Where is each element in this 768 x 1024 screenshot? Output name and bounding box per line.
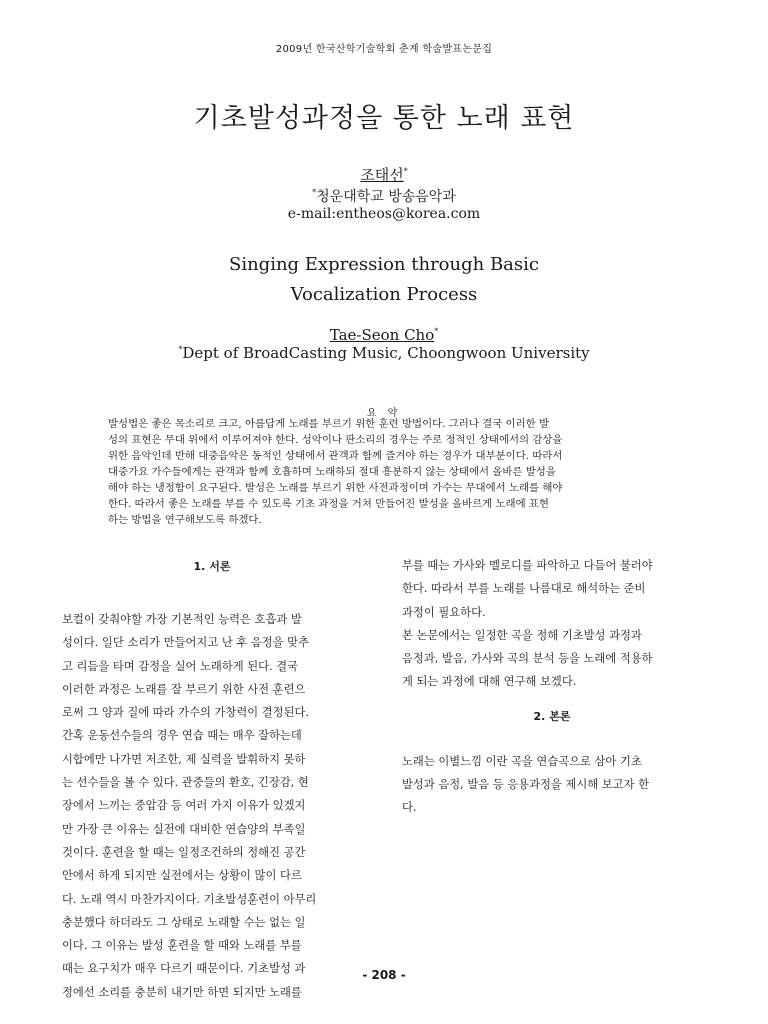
affiliation-text-korean: 청운대학교 방송음악과 <box>316 189 456 205</box>
body-line: 보컬이 갖춰야할 가장 기본적인 능력은 호흡과 발 <box>62 613 302 626</box>
abstract-line: 하는 방법을 연구해보도록 하겠다. <box>108 514 262 526</box>
section-heading-main: 2. 본론 <box>533 709 571 723</box>
body-line: 노래는 이별느낌 이란 곡을 연습곡으로 삼아 기초 <box>402 754 642 768</box>
affiliation-text-english: Dept of BroadCasting Music, Choongwoon University <box>182 344 590 362</box>
body-line: 정에선 소리를 충분히 내기만 하면 되지만 노래를 <box>62 985 302 999</box>
section-heading-introduction: 1. 서론 <box>193 560 231 573</box>
paper-title-english <box>0 250 768 310</box>
affiliation-english <box>0 344 768 362</box>
abstract-heading: 요 약 <box>366 408 402 419</box>
abstract-line: 대중가요 가수들에게는 관객과 함께 호흡하며 노래하되 절대 흥분하지 않는 상태에서 올바른 발성을 <box>108 466 556 478</box>
abstract-line: 위한 음악인데 반해 대중음악은 동적인 상태에서 관객과 함께 즐겨야 하는 경우가 대부분이다. 따라서 <box>108 450 563 462</box>
body-line: 다. <box>402 801 417 815</box>
author-korean <box>0 164 768 185</box>
affiliation-mark-english: * <box>178 345 183 354</box>
left-column <box>62 560 362 1004</box>
author-english <box>0 326 768 344</box>
author-email: e-mail:entheos@korea.com <box>287 206 481 222</box>
body-line: 성이다. 일단 소리가 만들어지고 난 후 음정을 맞추 <box>62 636 309 650</box>
body-line: 충분했다 하더라도 그 상태로 노래할 수는 없는 일 <box>62 915 306 929</box>
title-english-line: Singing Expression through Basic <box>229 254 539 275</box>
paper-title-korean: 기초발성과정을 통한 노래 표현 <box>193 103 575 134</box>
right-column <box>402 554 702 820</box>
body-line: 다. 노래 역시 마찬가지이다. 기초발성훈련이 아무리 <box>62 892 317 906</box>
title-english-line: Vocalization Process <box>290 284 478 305</box>
body-line: 부를 때는 가사와 멜로디를 파악하고 다듬어 불러야 <box>402 559 653 572</box>
body-line: 안에서 하게 되지만 실전에서는 상황이 많이 다르 <box>62 869 302 883</box>
body-line: 이다. 그 이유는 발성 훈련을 할 때와 노래를 부를 <box>62 939 302 953</box>
body-line: 만 가장 큰 이유는 실전에 대비한 연습양의 부족일 <box>62 822 306 836</box>
body-line: 것이다. 훈련을 할 때는 일정조건하의 정해진 공간 <box>62 845 306 859</box>
abstract-line: 발성법은 좋은 목소리로 크고, 아름답게 노래를 부르기 위한 훈련 방법이다. 그러나 결국 이러한 발 <box>108 418 549 430</box>
abstract-line: 성의 표현은 무대 위에서 이루어져야 한다. 성악이나 판소리의 경우는 주로 정적인 상태에서의 감상을 <box>108 434 563 446</box>
body-line: 본 논문에서는 일정한 곡을 정해 기초발성 과정과 <box>402 628 642 642</box>
author-name-english: Tae-Seon Cho <box>329 326 435 344</box>
affiliation-korean <box>0 186 768 206</box>
body-line: 는 선수들을 볼 수 있다. 관중들의 환호, 긴장감, 현 <box>62 776 309 790</box>
abstract-line: 해야 하는 냉정함이 요구된다. 발성은 노래를 부르기 위한 사전과정이며 가수는 무대에서 노래를 해야 <box>108 482 563 494</box>
body-line: 발성과 음정, 발음 등 응용과정을 제시해 보고자 한 <box>402 778 649 792</box>
body-line: 로써 그 양과 질에 따라 가수의 가창력이 결정된다. <box>62 706 309 720</box>
body-line: 게 되는 과정에 대해 연구해 보겠다. <box>402 675 577 689</box>
body-line: 고 리듬을 타며 감정을 실어 노래하게 된다. 결국 <box>62 659 299 673</box>
spacer <box>62 584 362 608</box>
body-line: 과정이 필요하다. <box>402 605 486 619</box>
spacer <box>402 694 702 710</box>
author-name-korean: 조태선 <box>360 166 404 184</box>
body-line: 간혹 운동선수들의 경우 연습 때는 매우 잘하는데 <box>62 729 302 743</box>
author-mark-english: * <box>434 327 439 336</box>
body-line: 이러한 과정은 노래를 잘 부르기 위한 사전 훈련으 <box>62 682 306 696</box>
affiliation-mark-korean: * <box>312 188 317 197</box>
body-line: 한다. 따라서 부를 노래를 나름대로 해석하는 준비 <box>402 582 646 596</box>
abstract-body <box>108 416 664 528</box>
body-line: 장에서 느끼는 중압감 등 여러 가지 이유가 있겠지 <box>62 799 306 813</box>
body-line: 음정과, 발음, 가사와 곡의 분석 등을 노래에 적용하 <box>402 652 653 666</box>
body-line: 때는 요구치가 매우 다르기 때문이다. 기초발성 과 <box>62 962 306 976</box>
abstract-line: 한다. 따라서 좋은 노래를 부를 수 있도록 기초 과정을 거쳐 만들어진 발성을 올바르게 노래에 표현 <box>108 498 549 510</box>
author-mark-korean: * <box>403 167 408 176</box>
running-head: 2009년 한국산학기술학회 춘계 학술발표논문집 <box>275 44 493 55</box>
spacer <box>402 734 702 750</box>
body-line: 시합에만 나가면 저조한, 제 실력을 발휘하지 못하 <box>62 752 306 766</box>
page-number: - 208 - <box>362 968 406 982</box>
